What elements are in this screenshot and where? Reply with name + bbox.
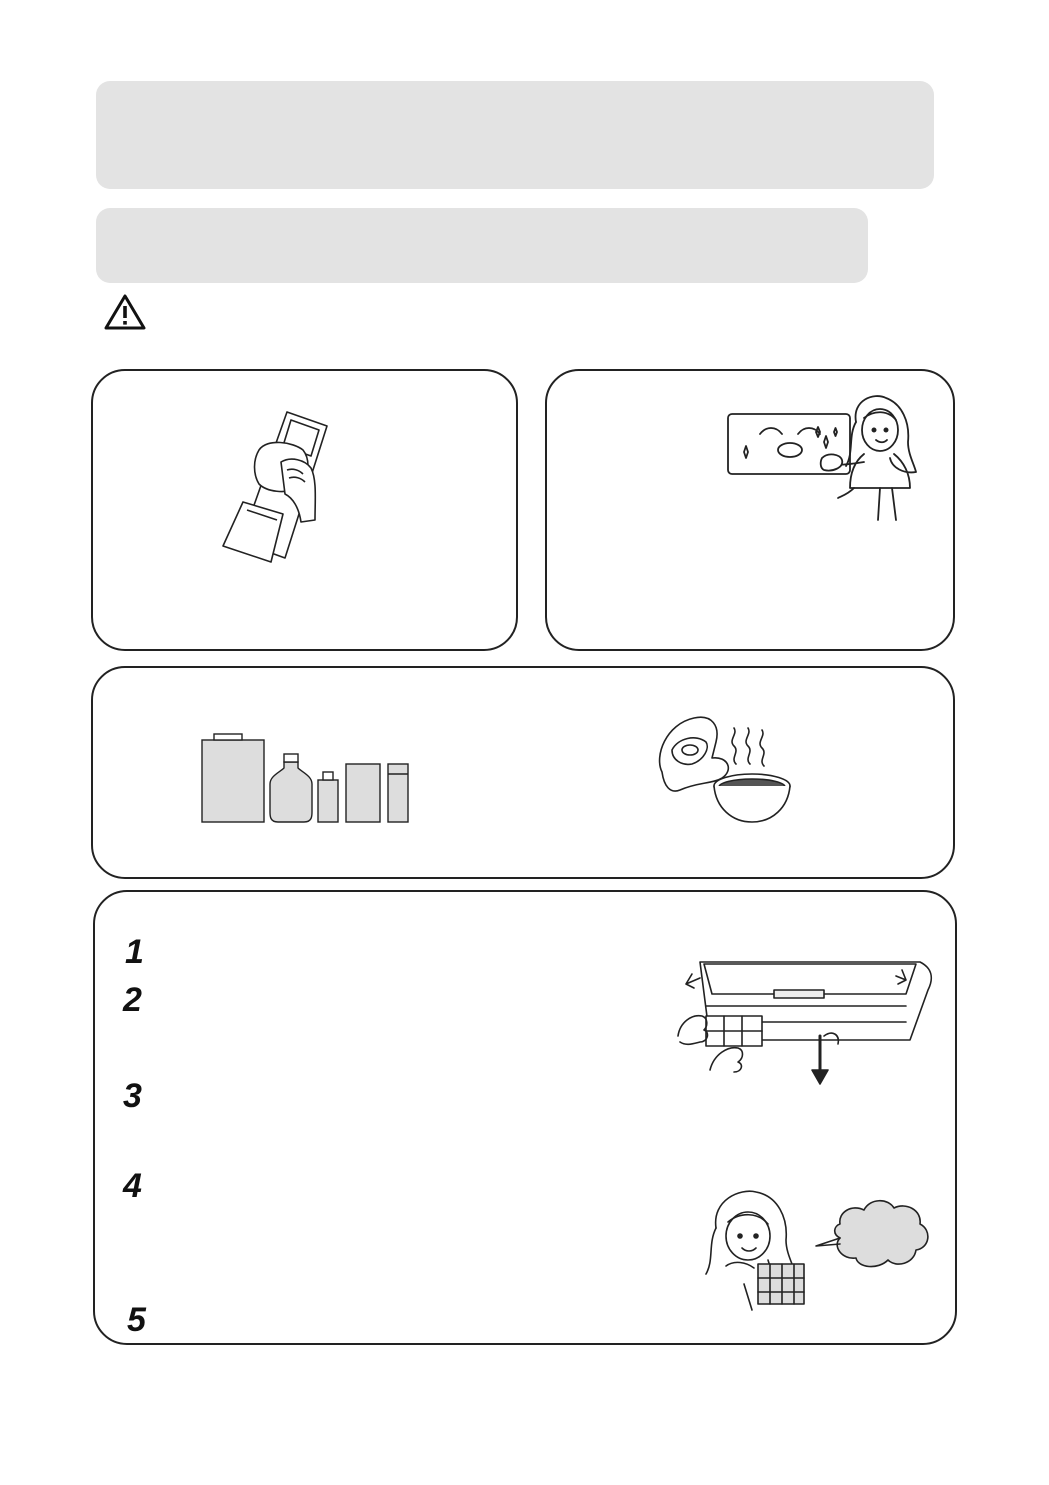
- step-5-number: 5: [127, 1301, 146, 1339]
- filter-removal-icon: [670, 950, 940, 1090]
- filter-inspection-icon: [700, 1188, 934, 1312]
- subtitle-banner: [96, 208, 868, 283]
- remote-control-wipe-icon: [215, 410, 345, 570]
- title-banner: [96, 81, 934, 189]
- solvent-bottles-icon: [200, 732, 412, 824]
- indoor-unit-cleaning-icon: [724, 392, 934, 522]
- step-4-number: 4: [123, 1167, 142, 1205]
- warning-triangle-icon: [104, 294, 146, 330]
- step-3-number: 3: [123, 1077, 142, 1115]
- step-2-number: 2: [123, 981, 142, 1019]
- step-1-number: 1: [125, 933, 144, 971]
- hot-water-kettle-icon: [640, 712, 790, 842]
